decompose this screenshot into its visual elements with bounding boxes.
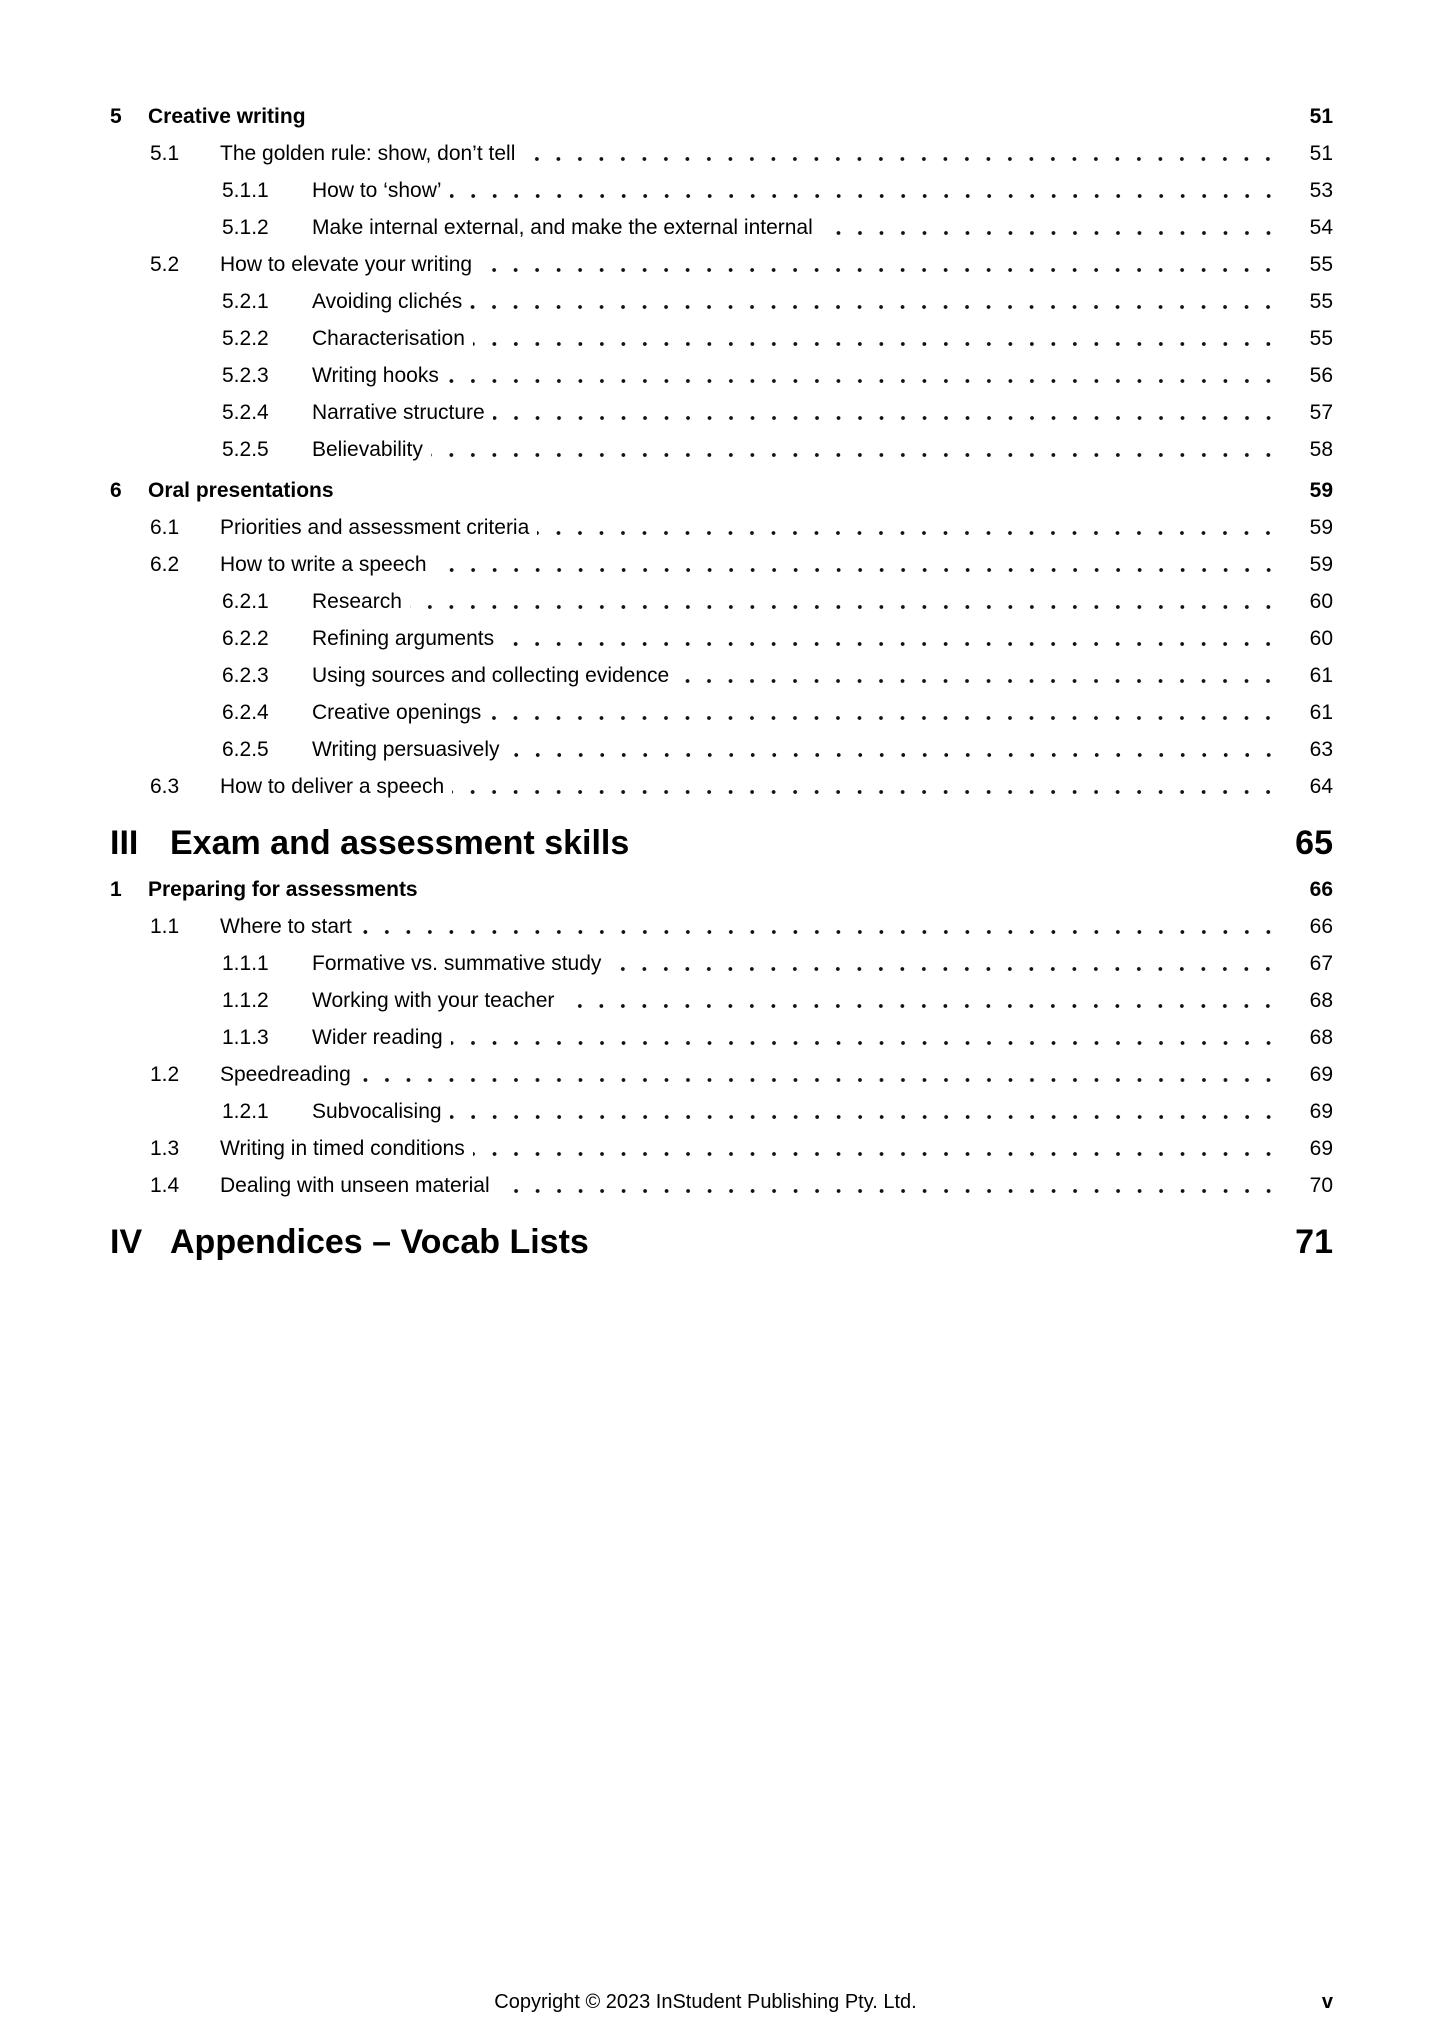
toc-entry-title: Refining arguments [312, 626, 495, 650]
toc-entry [110, 357, 1333, 394]
dot-leader [431, 431, 1279, 468]
toc-entry-number: 5.2.3 [222, 363, 269, 387]
toc-entry-number: 1.4 [150, 1173, 180, 1197]
toc-entry-number: 5.1.2 [222, 215, 269, 239]
toc-entry-page: 69 [1309, 1136, 1333, 1160]
toc-entry [110, 657, 1333, 694]
toc-entry-page: 55 [1309, 289, 1333, 313]
copyright-notice: Copyright © 2023 InStudent Publishing Pty. Ltd. [494, 1991, 917, 2013]
toc-entry-number: 5.2.5 [222, 437, 269, 461]
toc-entry-number: III [110, 823, 139, 862]
table-of-contents [110, 98, 1333, 1266]
toc-entry-number: 6 [110, 478, 122, 502]
toc-entry-page: 68 [1309, 1025, 1333, 1049]
dot-leader [493, 394, 1279, 431]
toc-entry-title: Working with your teacher [312, 988, 555, 1012]
dot-leader [537, 509, 1279, 546]
toc-entry-number: 5.1.1 [222, 178, 269, 202]
toc-entry-title: Using sources and collecting evidence [312, 663, 670, 687]
dot-leader [473, 320, 1279, 357]
toc-entry-number: 6.2.1 [222, 589, 269, 613]
toc-entry-number: 5.2.2 [222, 326, 269, 350]
toc-entry-page: 71 [1295, 1222, 1333, 1261]
dot-leader [450, 172, 1279, 209]
dot-leader [451, 1019, 1279, 1056]
toc-entry-title: Appendices – Vocab Lists [170, 1222, 589, 1261]
toc-entry-page: 66 [1309, 914, 1333, 938]
toc-entry-title: Narrative structure [312, 400, 485, 424]
toc-entry-page: 59 [1309, 552, 1333, 576]
toc-entry-page: 54 [1309, 215, 1333, 239]
toc-entry-page: 56 [1309, 363, 1333, 387]
toc-entry-page: 68 [1309, 988, 1333, 1012]
toc-entry-title: Priorities and assessment criteria [220, 515, 530, 539]
toc-entry [110, 172, 1333, 209]
toc-entry [110, 98, 1333, 135]
toc-entry-title: Writing persuasively [312, 737, 500, 761]
toc-entry-number: 1.3 [150, 1136, 180, 1160]
toc-entry-title: How to elevate your writing [220, 252, 473, 276]
toc-entry-page: 63 [1309, 737, 1333, 761]
toc-entry-page: 59 [1309, 515, 1333, 539]
toc-entry-number: 1.2.1 [222, 1099, 269, 1123]
toc-entry [110, 908, 1333, 945]
toc-entry-title: How to write a speech [220, 552, 427, 576]
toc-entry [110, 246, 1333, 283]
dot-leader [410, 583, 1279, 620]
dot-leader [498, 1167, 1279, 1204]
toc-entry-title: Writing in timed conditions [220, 1136, 465, 1160]
toc-entry-title: Exam and assessment skills [170, 823, 630, 862]
toc-entry [110, 694, 1333, 731]
toc-entry [110, 583, 1333, 620]
toc-entry-number: 6.2.5 [222, 737, 269, 761]
dot-leader [523, 135, 1279, 172]
toc-entry [110, 546, 1333, 583]
toc-entry-page: 55 [1309, 252, 1333, 276]
toc-entry-page: 60 [1309, 626, 1333, 650]
toc-entry [110, 1093, 1333, 1130]
toc-entry-page: 55 [1309, 326, 1333, 350]
toc-entry-number: 1.1.3 [222, 1025, 269, 1049]
toc-entry-title: Preparing for assessments [148, 877, 418, 901]
toc-entry-title: Research [312, 589, 402, 613]
toc-entry-number: 5.1 [150, 141, 180, 165]
toc-entry [110, 1019, 1333, 1056]
toc-entry [110, 1056, 1333, 1093]
toc-entry [110, 620, 1333, 657]
toc-entry [110, 1218, 1333, 1266]
toc-entry [110, 394, 1333, 431]
dot-leader [435, 546, 1279, 583]
toc-entry-title: How to deliver a speech [220, 774, 445, 798]
toc-entry-number: 5.2.4 [222, 400, 269, 424]
toc-entry-page: 58 [1309, 437, 1333, 461]
toc-entry-title: The golden rule: show, don’t tell [220, 141, 516, 165]
toc-entry-number: 5.2.1 [222, 289, 269, 313]
toc-entry-number: IV [110, 1222, 143, 1261]
toc-entry-number: 6.1 [150, 515, 180, 539]
toc-entry-number: 6.2 [150, 552, 180, 576]
toc-entry [110, 320, 1333, 357]
toc-entry [110, 472, 1333, 509]
dot-leader [473, 1130, 1279, 1167]
toc-entry-number: 1 [110, 877, 122, 901]
toc-entry-title: Writing hooks [312, 363, 439, 387]
dot-leader [359, 1056, 1279, 1093]
toc-entry [110, 1130, 1333, 1167]
toc-entry-page: 70 [1309, 1173, 1333, 1197]
toc-entry [110, 209, 1333, 246]
dot-leader [470, 283, 1279, 320]
toc-entry-page: 60 [1309, 589, 1333, 613]
toc-entry-page: 64 [1309, 774, 1333, 798]
toc-entry-page: 65 [1295, 823, 1333, 862]
dot-leader [489, 694, 1279, 731]
toc-entry [110, 509, 1333, 546]
toc-entry-title: Avoiding clichés [312, 289, 463, 313]
toc-entry-number: 6.2.4 [222, 700, 269, 724]
toc-entry [110, 768, 1333, 805]
toc-entry-title: Creative writing [148, 104, 306, 128]
toc-entry-page: 69 [1309, 1062, 1333, 1086]
dot-leader [480, 246, 1279, 283]
toc-entry-title: Formative vs. summative study [312, 951, 602, 975]
dot-leader [502, 620, 1279, 657]
toc-entry-page: 67 [1309, 951, 1333, 975]
toc-entry-title: Wider reading [312, 1025, 443, 1049]
toc-entry-page: 59 [1309, 478, 1333, 502]
toc-entry [110, 135, 1333, 172]
toc-entry-title: Creative openings [312, 700, 482, 724]
toc-entry-number: 6.2.2 [222, 626, 269, 650]
dot-leader [450, 1093, 1279, 1130]
toc-entry-page: 53 [1309, 178, 1333, 202]
toc-entry-page: 66 [1309, 877, 1333, 901]
toc-entry-number: 6.3 [150, 774, 180, 798]
dot-leader [452, 768, 1279, 805]
dot-leader [508, 731, 1279, 768]
dot-leader [677, 657, 1279, 694]
toc-entry-number: 1.1.1 [222, 951, 269, 975]
dot-leader [360, 908, 1279, 945]
toc-entry-page: 51 [1309, 104, 1333, 128]
toc-entry [110, 731, 1333, 768]
toc-entry-number: 1.1.2 [222, 988, 269, 1012]
dot-leader [821, 209, 1279, 246]
toc-entry-number: 6.2.3 [222, 663, 269, 687]
toc-entry-page: 57 [1309, 400, 1333, 424]
toc-entry [110, 431, 1333, 468]
toc-entry-number: 1.2 [150, 1062, 180, 1086]
toc-entry-title: Make internal external, and make the external internal [312, 215, 813, 239]
toc-entry-page: 69 [1309, 1099, 1333, 1123]
toc-entry-page: 61 [1309, 663, 1333, 687]
toc-entry [110, 982, 1333, 1019]
toc-entry-title: How to ‘show’ [312, 178, 442, 202]
toc-entry-number: 5.2 [150, 252, 180, 276]
page-footer [110, 1991, 1333, 2017]
toc-entry [110, 1167, 1333, 1204]
dot-leader [562, 982, 1279, 1019]
toc-entry-title: Dealing with unseen material [220, 1173, 490, 1197]
toc-entry-title: Characterisation [312, 326, 465, 350]
toc-entry-title: Where to start [220, 914, 352, 938]
toc-entry [110, 945, 1333, 982]
toc-entry [110, 871, 1333, 908]
toc-entry-page: 61 [1309, 700, 1333, 724]
toc-entry-title: Subvocalising [312, 1099, 442, 1123]
dot-leader [609, 945, 1279, 982]
dot-leader [447, 357, 1279, 394]
toc-entry [110, 819, 1333, 867]
toc-entry-number: 1.1 [150, 914, 180, 938]
toc-entry-title: Believability [312, 437, 423, 461]
toc-entry-page: 51 [1309, 141, 1333, 165]
toc-entry-title: Speedreading [220, 1062, 351, 1086]
toc-entry-title: Oral presentations [148, 478, 334, 502]
page-number-label: v [1321, 1991, 1333, 2013]
toc-entry-number: 5 [110, 104, 122, 128]
toc-entry [110, 283, 1333, 320]
